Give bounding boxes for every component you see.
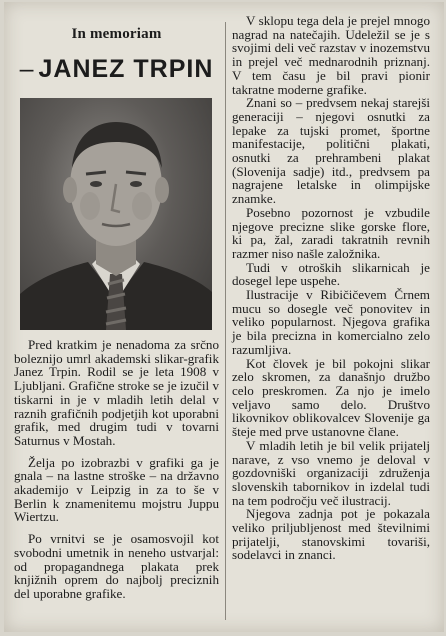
left-paragraph-1: Pred kratkim je nenadoma za srčno boleznijo umrl akademski slikar-grafik Janez Trpin. Rodil se je leta 1908 v Ljubljani. Grafične stroke se je izučil v tiskarni in je v mladih letih delal v raznih grafičnih podjetjih kot uporabni grafik, med drugim tudi v tovarni Saturnus v Mostah. bbox=[14, 337, 219, 448]
right-paragraph-7: V mladih letih je bil velik prijatelj narave, z vso vnemo je deloval v gozdovniški organizaciji združenja slovenskih tabornikov in izdelal tudi na tem področju več ilustracij. bbox=[232, 437, 430, 508]
right-paragraph-1: V sklopu tega dela je prejel mnogo nagrad na natečajih. Udeležil se je s svojimi deli več razstav v inozemstvu in prejel več mednarodnih priznanj. V tem času je bil pravi pionir takratne moderne grafike. bbox=[232, 13, 430, 97]
right-paragraph-5: Ilustracije v Ribičičevem Črnem mucu so dosegle več ponovitev in veliko popularnost. Njegova grafika je bila precizna in komercialno zelo razumljiva. bbox=[232, 287, 430, 357]
right-paragraph-4: Tudi v otroških slikarnicah je dosegel lepe uspehe. bbox=[232, 259, 430, 289]
right-paragraph-3: Posebno pozornost je vzbudile njegove precizne slike gorske flore, ki pa, žal, zaradi takratnih revnih razmer niso našle založnika. bbox=[232, 204, 430, 261]
portrait-photo bbox=[20, 98, 212, 330]
left-paragraph-3: Po vrnitvi se je osamosvojil kot svobodni umetnik in neneho ustvarjal: od propagandnega plakata prek knjižnih oprem do najbolj preciznih del uporabne grafike. bbox=[14, 531, 219, 601]
portrait-illustration bbox=[20, 98, 212, 330]
headline-text: JANEZ TRPIN bbox=[38, 55, 214, 83]
left-paragraph-2: Želja po izobrazbi v grafiki ga je gnala – na lastne stroške – na državno akademijo v Leipzig in za to še v Berlin k znamenitemu mojstru Juppu Wiertzu. bbox=[14, 454, 219, 525]
headline bbox=[14, 55, 219, 84]
right-column bbox=[232, 14, 430, 562]
right-paragraph-6: Kot človek je bil pokojni slikar zelo skromen, za današnjo družbo celo preskromen. Za njo je imelo veljavo samo delo. Društvo likovnikov oblikovalcev Slovenije ga šteje med prve ustanovne člane. bbox=[232, 355, 430, 440]
column-divider bbox=[225, 22, 226, 620]
right-paragraph-8: Njegova zadnja pot je pokazala veliko priljubljenost med številnimi prijatelji, stanovskimi tovariši, sodelavci in znanci. bbox=[232, 506, 430, 563]
headline-dash: – bbox=[19, 55, 35, 83]
right-paragraph-2: Znani so – predvsem nekaj starejši generaciji – njegovi osnutki za lepake za tujski promet, športne manifestacije, politični plakati, osnutki za prehrambeni plakat (Slovenija sadje) itd., predvsem pa nagrajene letalske in olimpijske znamke. bbox=[232, 95, 430, 207]
left-column bbox=[14, 8, 219, 601]
kicker: In memoriam bbox=[71, 26, 162, 42]
newspaper-clipping bbox=[4, 2, 444, 632]
